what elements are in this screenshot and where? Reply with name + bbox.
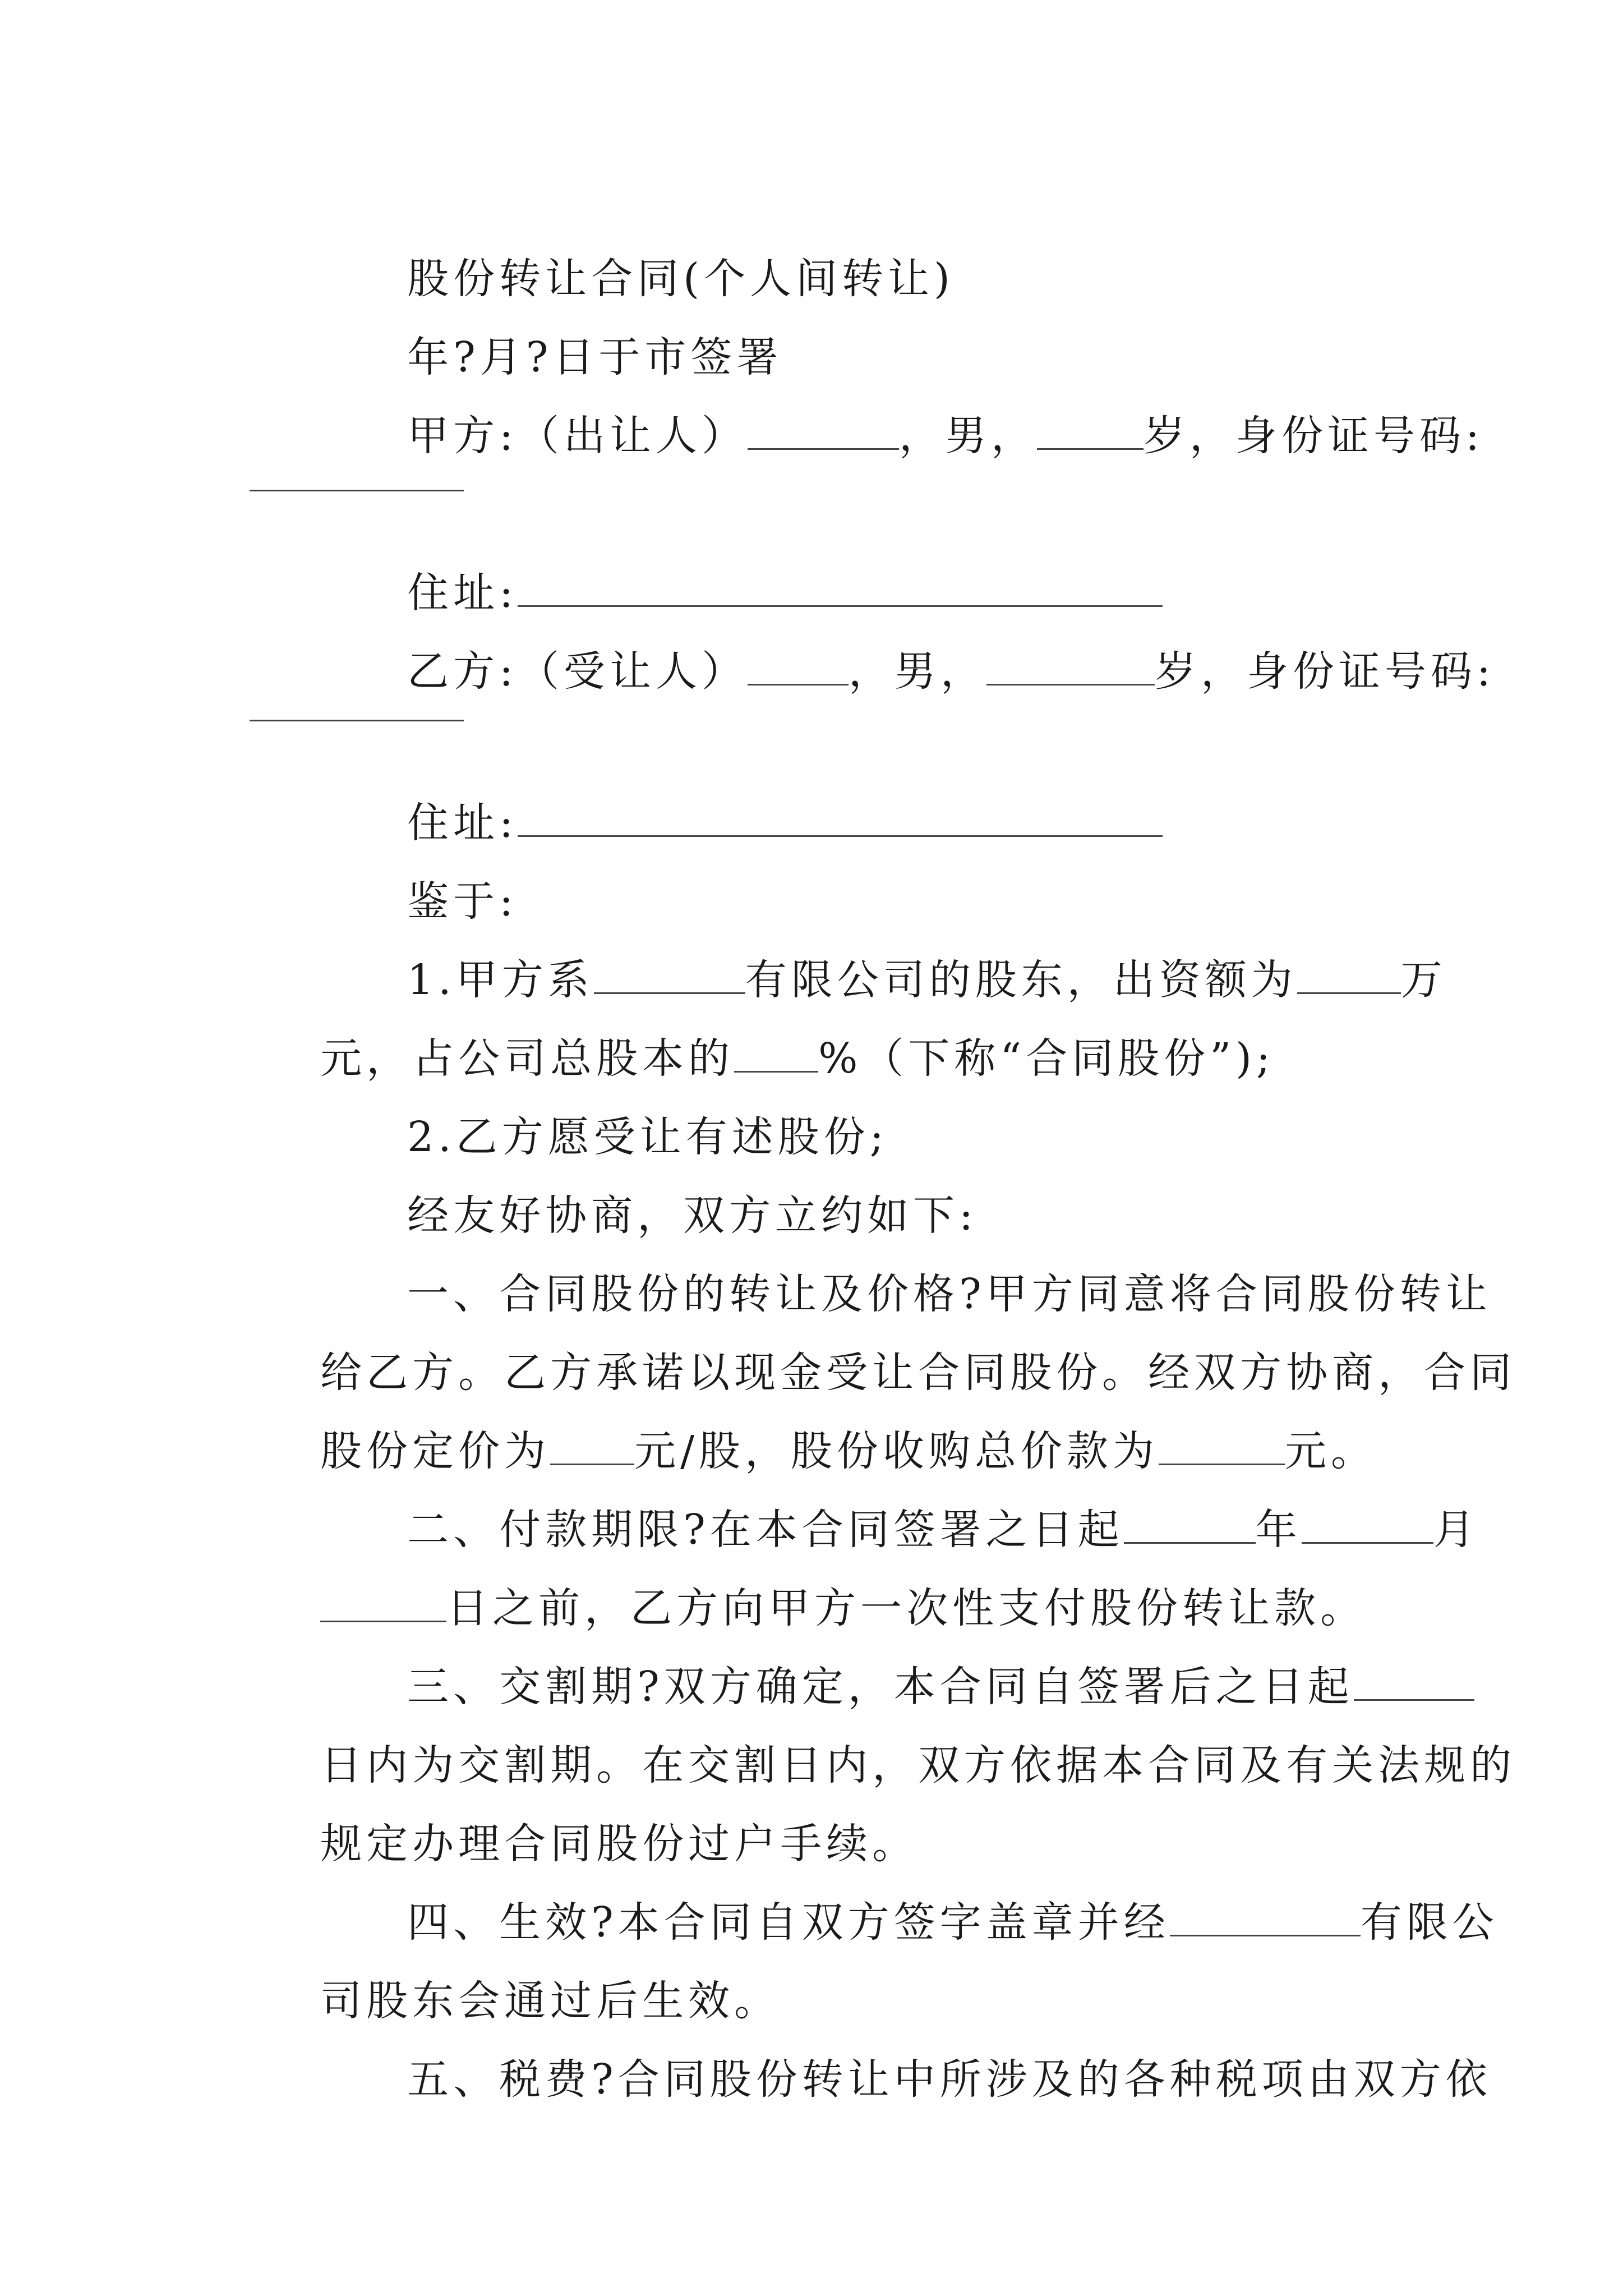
clause2-l1b: 年 bbox=[1255, 1506, 1302, 1554]
party-a-age-blank bbox=[1037, 416, 1144, 450]
company-name-blank bbox=[594, 960, 745, 994]
party-a-prefix: 甲方:（出让人） bbox=[407, 412, 748, 460]
item1-e: %（下称“合同股份”); bbox=[818, 1034, 1275, 1083]
total-price-blank bbox=[1159, 1431, 1285, 1465]
clause4-l1b: 有限公 bbox=[1360, 1898, 1498, 1947]
clause1-l3b: 元/股，股份收购总价款为 bbox=[634, 1427, 1159, 1475]
payment-month-blank bbox=[1302, 1510, 1433, 1544]
delivery-days-blank bbox=[1354, 1667, 1474, 1701]
clause5-line1 bbox=[336, 2017, 1492, 2142]
clause1-l1: 一、合同股份的转让及价格?甲方同意将合同股份转让 bbox=[407, 1270, 1492, 1318]
address-b-label: 住址: bbox=[407, 799, 518, 847]
title-text: 股份转让合同(个人间转让) bbox=[407, 255, 955, 303]
address-b-blank bbox=[518, 803, 1163, 837]
payment-year-blank bbox=[1124, 1510, 1256, 1544]
clause1-l2: 给乙方。乙方承诺以现金受让合同股份。经双方协商，合同 bbox=[320, 1349, 1516, 1397]
clause1-l3a: 股份定价为 bbox=[320, 1427, 551, 1475]
clause2-l1c: 月 bbox=[1433, 1506, 1479, 1554]
clause5-l1: 五、税费?合同股份转让中所涉及的各种税项由双方依 bbox=[407, 2055, 1492, 2104]
clause4-l2: 司股东会通过后生效。 bbox=[320, 1977, 781, 2025]
party-b-gender: ，男， bbox=[849, 647, 987, 696]
party-a-id-blank bbox=[250, 490, 464, 491]
capital-blank bbox=[1297, 960, 1401, 994]
address-a-label: 住址: bbox=[407, 569, 518, 617]
party-b-name-blank bbox=[748, 651, 849, 685]
item1-b: 有限公司的股东，出资额为 bbox=[745, 956, 1297, 1004]
party-b-id-blank bbox=[250, 720, 464, 721]
party-a-line bbox=[336, 374, 1484, 498]
price-per-share-blank bbox=[550, 1431, 634, 1465]
clause3-l1: 三、交割期?双方确定，本合同自签署后之日起 bbox=[407, 1663, 1354, 1711]
party-b-line bbox=[336, 609, 1495, 734]
whereas-text: 鉴于: bbox=[407, 877, 518, 926]
percent-blank bbox=[734, 1038, 818, 1073]
address-a-blank bbox=[518, 573, 1163, 607]
party-b-age-label: 岁，身份证号码: bbox=[1155, 647, 1495, 696]
item1-c: 万 bbox=[1400, 956, 1447, 1004]
sign-date-text: 年?月?日于市签署 bbox=[407, 333, 783, 381]
item1-a: 1.甲方系 bbox=[407, 956, 594, 1004]
item1-d: 元，占公司总股本的 bbox=[320, 1034, 735, 1083]
item2-text: 2.乙方愿受让有述股份; bbox=[407, 1113, 888, 1161]
payment-day-blank bbox=[320, 1588, 446, 1622]
clause2-l1a: 二、付款期限?在本合同签署之日起 bbox=[407, 1506, 1124, 1554]
party-a-name-blank bbox=[748, 416, 899, 450]
party-a-gender: ，男， bbox=[899, 412, 1038, 460]
clause1-l3c: 元。 bbox=[1285, 1427, 1377, 1475]
clause4-l1a: 四、生效?本合同自双方签字盖章并经 bbox=[407, 1898, 1170, 1947]
party-b-prefix: 乙方:（受让人） bbox=[407, 647, 748, 696]
party-a-age-label: 岁，身份证号码: bbox=[1144, 412, 1484, 460]
approving-company-blank bbox=[1170, 1902, 1361, 1936]
clause3-l2: 日内为交割期。在交割日内，双方依据本合同及有关法规的 bbox=[320, 1741, 1516, 1789]
clause3-l3: 规定办理合同股份过户手续。 bbox=[320, 1820, 919, 1868]
clause2-l2: 日之前，乙方向甲方一次性支付股份转让款。 bbox=[446, 1584, 1367, 1632]
agreement-text: 经友好协商，双方立约如下: bbox=[407, 1191, 978, 1240]
party-b-age-blank bbox=[986, 651, 1155, 685]
